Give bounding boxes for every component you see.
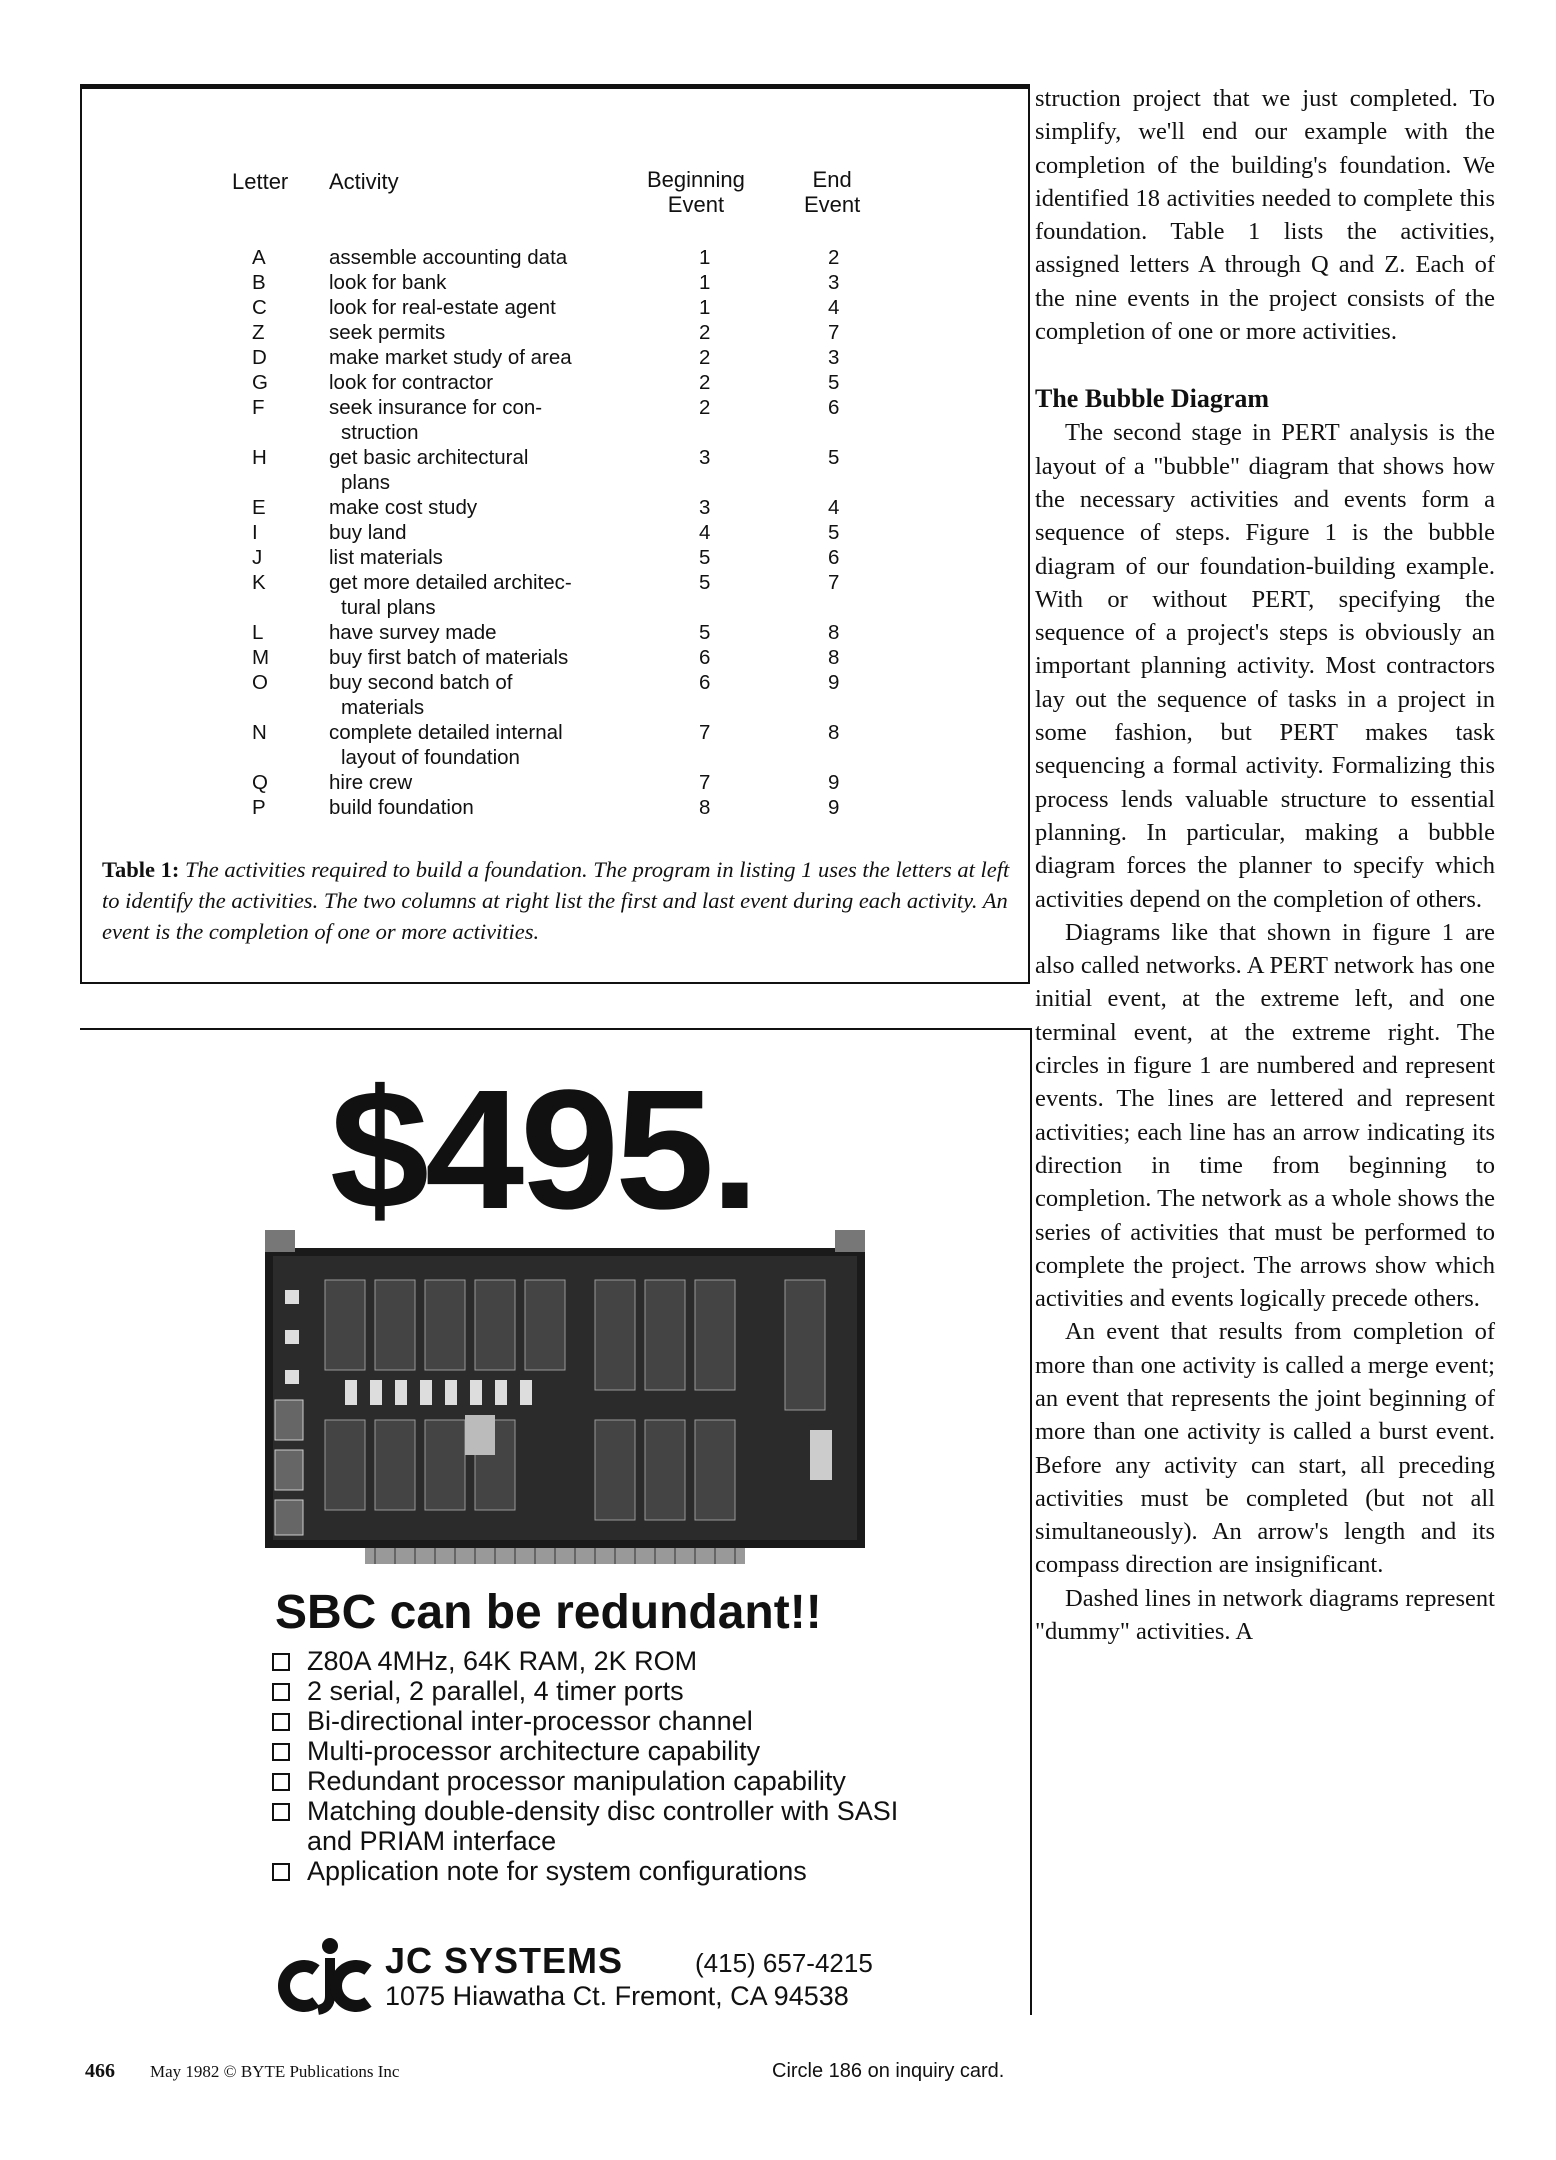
- publication-line: May 1982 © BYTE Publications Inc: [150, 2062, 400, 2081]
- row-activity: seek permits: [329, 321, 446, 344]
- row-letter: E: [252, 496, 266, 519]
- row-beginning-event: 1: [699, 271, 711, 294]
- ad-feature-text: Application note for system configurations: [307, 1856, 807, 1886]
- row-beginning-event: 5: [699, 546, 711, 569]
- checkbox-icon: [272, 1863, 290, 1881]
- ad-price: $495.: [329, 1055, 756, 1245]
- row-beginning-event: 1: [699, 246, 711, 269]
- row-beginning-event: 7: [699, 771, 711, 794]
- row-letter: D: [252, 346, 267, 369]
- row-beginning-event: 3: [699, 446, 711, 469]
- caption-label: Table 1:: [102, 857, 180, 882]
- row-beginning-event: 8: [699, 796, 711, 819]
- ad-feature-item: [270, 1676, 910, 1706]
- header-beginning-event: Beginning Event: [647, 167, 745, 217]
- row-activity: look for real-estate agent: [329, 296, 556, 319]
- row-end-event: 8: [828, 621, 840, 644]
- header-letter: Letter: [232, 169, 289, 194]
- row-end-event: 2: [828, 246, 840, 269]
- checkbox-icon: [272, 1653, 290, 1671]
- row-end-event: 5: [828, 521, 840, 544]
- article-column: [1035, 82, 1495, 1648]
- table-caption: [102, 854, 1012, 947]
- row-letter: I: [252, 521, 258, 544]
- ad-phone: (415) 657-4215: [695, 1948, 873, 1978]
- ad-headline: SBC can be redundant!!: [275, 1586, 822, 1639]
- row-letter: P: [252, 796, 266, 819]
- ad-feature-item: [270, 1706, 910, 1736]
- row-activity: have survey made: [329, 621, 497, 644]
- checkbox-icon: [272, 1743, 290, 1761]
- article-paragraph: Diagrams like that shown in figure 1 are also called networks. A PERT network has one initial event, at the extreme left, and one terminal event, at the extreme right. The circles in figure 1 are numbered and represent events. The lines are lettered and represent activities; each line has an arrow indicating its direction in time from beginning to completion. The network as a whole shows the series of activities that must be performed to complete the project. The arrows show which activities and events logically precede others.: [1035, 918, 1495, 1313]
- row-letter: C: [252, 296, 267, 319]
- row-letter: O: [252, 671, 268, 694]
- row-end-event: 4: [828, 296, 840, 319]
- article-paragraph: struction project that we just completed. To simplify, we'll end our example with the completion of the building's foundation. We identified 18 activities needed to complete this foundation. Table 1 lists the activities, assigned letters A through Q and Z. Each of the nine events in the project consists of the completion of one or more activities.: [1035, 85, 1495, 346]
- ad-feature-item: [270, 1856, 910, 1886]
- ad-feature-item: [270, 1796, 910, 1856]
- row-activity: complete detailed internal layout of foundation: [329, 721, 563, 769]
- row-letter: M: [252, 646, 270, 669]
- checkbox-icon: [272, 1773, 290, 1791]
- row-activity: hire crew: [329, 771, 413, 794]
- header-end-event: End Event: [804, 167, 861, 217]
- row-activity: buy first batch of materials: [329, 646, 569, 669]
- row-end-event: 8: [828, 721, 840, 744]
- ad-address: 1075 Hiawatha Ct. Fremont, CA 94538: [385, 1981, 849, 2011]
- ad-feature-item: [270, 1646, 910, 1676]
- header-activity: Activity: [329, 169, 399, 194]
- row-beginning-event: 3: [699, 496, 711, 519]
- row-letter: J: [252, 546, 263, 569]
- ad-feature-text: Z80A 4MHz, 64K RAM, 2K ROM: [307, 1646, 698, 1676]
- checkbox-icon: [272, 1803, 290, 1821]
- row-activity: make market study of area: [329, 346, 572, 369]
- ad-company-name: JC SYSTEMS: [385, 1940, 624, 1981]
- row-end-event: 3: [828, 271, 840, 294]
- article-paragraph: Dashed lines in network diagrams represent "dummy" activities. A: [1035, 1584, 1495, 1646]
- row-activity: look for bank: [329, 271, 447, 294]
- checkbox-icon: [272, 1683, 290, 1701]
- row-end-event: 4: [828, 496, 840, 519]
- row-letter: L: [252, 621, 264, 644]
- section-heading: The Bubble Diagram: [1035, 384, 1270, 414]
- row-beginning-event: 2: [699, 346, 711, 369]
- row-beginning-event: 6: [699, 671, 711, 694]
- row-letter: H: [252, 446, 267, 469]
- row-letter: Z: [252, 321, 265, 344]
- row-end-event: 9: [828, 671, 840, 694]
- row-end-event: 8: [828, 646, 840, 669]
- row-end-event: 5: [828, 446, 840, 469]
- row-beginning-event: 2: [699, 371, 711, 394]
- row-end-event: 7: [828, 571, 840, 594]
- row-activity: get more detailed architec- tural plans: [329, 571, 572, 619]
- row-beginning-event: 1: [699, 296, 711, 319]
- row-activity: seek insurance for con- struction: [329, 396, 543, 444]
- ad-feature-item: [270, 1736, 910, 1766]
- row-letter: A: [252, 246, 266, 269]
- checkbox-icon: [272, 1713, 290, 1731]
- row-activity: build foundation: [329, 796, 474, 819]
- row-letter: F: [252, 396, 265, 419]
- table-1: [80, 84, 1030, 984]
- row-activity: buy second batch of materials: [329, 671, 513, 719]
- page-number: 466: [85, 2060, 115, 2082]
- row-end-event: 3: [828, 346, 840, 369]
- caption-text: The activities required to build a foundation. The program in listing 1 uses the letters at left to identify the activities. The two columns at right list the first and last event during each activity. An event is the completion of one or more activities.: [102, 857, 1010, 944]
- ad-feature-text: Matching double-density disc controller with SASI and PRIAM interface: [307, 1796, 899, 1856]
- jc-systems-logo: [268, 1936, 378, 2016]
- row-activity: list materials: [329, 546, 443, 569]
- row-end-event: 6: [828, 546, 840, 569]
- row-letter: N: [252, 721, 267, 744]
- ad-feature-text: Bi-directional inter-processor channel: [307, 1706, 753, 1736]
- ad-right-rule: [1030, 1030, 1032, 2015]
- row-letter: K: [252, 571, 266, 594]
- row-end-event: 5: [828, 371, 840, 394]
- ad-feature-text: Redundant processor manipulation capability: [307, 1766, 846, 1796]
- row-end-event: 9: [828, 796, 840, 819]
- row-activity: get basic architectural plans: [329, 446, 529, 494]
- row-activity: buy land: [329, 521, 407, 544]
- row-letter: Q: [252, 771, 268, 794]
- inquiry-card-note: Circle 186 on inquiry card.: [772, 2060, 1005, 2082]
- row-activity: assemble accounting data: [329, 246, 568, 269]
- row-end-event: 7: [828, 321, 840, 344]
- ad-feature-list: [270, 1646, 910, 1886]
- ad-feature-text: Multi-processor architecture capability: [307, 1736, 761, 1766]
- row-beginning-event: 2: [699, 321, 711, 344]
- circuit-board-photo: [265, 1230, 865, 1580]
- row-beginning-event: 2: [699, 396, 711, 419]
- row-letter: G: [252, 371, 268, 394]
- ad-feature-text: 2 serial, 2 parallel, 4 timer ports: [307, 1676, 684, 1706]
- row-beginning-event: 7: [699, 721, 711, 744]
- article-paragraph: An event that results from completion of more than one activity is called a merge event; an event that represents the joint beginning of more than one activity is called a burst event. Before any activity can start, all preceding activities must be completed (but not all simultaneously). An arrow's length and its compass direction are insignificant.: [1035, 1318, 1495, 1579]
- article-paragraph: The second stage in PERT analysis is the layout of a "bubble" diagram that shows how the necessary activities and events form a sequence of steps. Figure 1 is the bubble diagram of our foundation-building example. With or without PERT, specifying the sequence of a project's steps is obviously an important planning activity. Most contractors lay out the sequence of tasks in a project in some fashion, but PERT makes task sequencing a formal activity. Formalizing this process lends valuable structure to essential planning. In particular, making a bubble diagram forces the planner to specify which activities depend on the completion of others.: [1035, 419, 1495, 913]
- row-letter: B: [252, 271, 266, 294]
- row-activity: look for contractor: [329, 371, 494, 394]
- ad-top-rule: [80, 1028, 1032, 1030]
- row-beginning-event: 6: [699, 646, 711, 669]
- row-beginning-event: 5: [699, 621, 711, 644]
- row-beginning-event: 5: [699, 571, 711, 594]
- ad-feature-item: [270, 1766, 910, 1796]
- row-end-event: 6: [828, 396, 840, 419]
- row-end-event: 9: [828, 771, 840, 794]
- row-beginning-event: 4: [699, 521, 711, 544]
- row-activity: make cost study: [329, 496, 478, 519]
